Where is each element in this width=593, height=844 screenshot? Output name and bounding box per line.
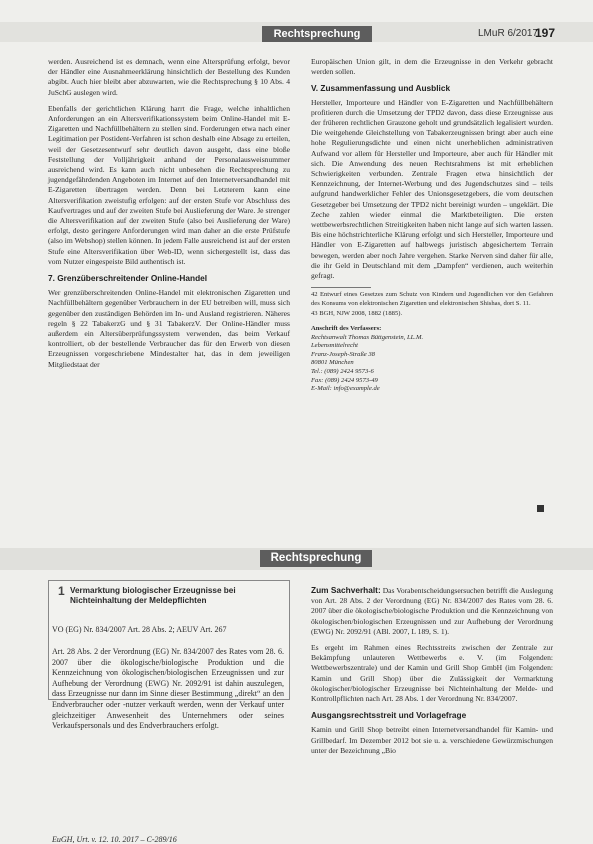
section-heading: V. Zusammenfassung und Ausblick	[311, 83, 451, 94]
paragraph: Wer grenzüberschreitenden Online-Handel mit elektronischen Zigaretten und Nachfüllbehältern gegenüber Verbrauchern in der EU betreiben will, muss sich gegenüber den zuständigen Behörden im In- und Ausland registrieren. Näheres regeln § 22 TabakerzG und § 31 TabakerzV. Der Online-Händler muss außerdem ein Altersüberprüfungssystem verwenden, das beim Verkauf kontrolliert, ob der bestellende Verbraucher das für den Erwerb von diesen Erzeugnissen vorgeschriebene Mindestalter hat, das in dem jeweiligen Mitgliedstaat der	[48, 288, 290, 369]
section-title: Rechtsprechung	[262, 26, 372, 42]
case-title: Vermarktung biologischer Erzeugnisse bei Nichteinhaltung der Meldepflichten	[70, 586, 236, 605]
facts-label: Zum Sachverhalt:	[311, 585, 381, 595]
case-norms: VO (EG) Nr. 834/2007 Art. 28 Abs. 2; AEUV Art. 267	[52, 625, 227, 634]
case-headnote: Art. 28 Abs. 2 der Verordnung (EG) Nr. 834/2007 des Rates vom 28. 6. 2007 über die ökologische/biologische Produktion und die Kennzeichnung von ökologischen/biologischen Erzeugnissen und zur Aufhebung der Verordnung (EWG) Nr. 2092/91 ist dahin auszulegen, dass Erzeugnisse nur dann im Sinne dieser Bestimmung „direkt“ an den Endverbraucher oder -nutzer verkauft werden, wenn der Verkauf unter gleichzeitiger Anwesenheit des Unternehmers oder seines Verkaufspersonals und des Endverbrauchers erfolgt.	[52, 647, 284, 731]
right-column	[311, 57, 553, 394]
address-label: Anschrift des Verfassers:	[311, 325, 382, 333]
section-heading: Ausgangsrechtsstreit und Vorlagefrage	[311, 710, 467, 721]
paragraph: Kamin und Grill Shop betreibt einen Internetversandhandel für Kamin- und Grillbedarf. Im Dezember 2012 bot sie u. a. verschiedene Gewürzmischungen unter der Bezeichnung „Bio	[311, 725, 553, 755]
author-address	[311, 334, 553, 394]
paragraph: Es ergeht im Rahmen eines Rechtsstreits zwischen der Zentrale zur Bekämpfung unlauteren Wettbewerbs e. V. (im Folgenden: Wettbewerbszentrale) und der Kamin und Grill Shop GmbH (im Folgenden: Kamin und Grill Shop) über die Zulässigkeit der Vermarktung ökologischer/biologischer Erzeugnisse bei Nichteinhaltung der Melde- und Kontrollpflichten nach Art. 28 Abs. 1 der Verordnung Nr. 834/2007.	[311, 643, 553, 704]
address-line: Tel.: (089) 2424 9573-6	[311, 368, 374, 376]
page-number: 197	[535, 26, 556, 40]
footnote: 43 BGH, NJW 2008, 1882 (1885).	[311, 310, 403, 318]
footnote: 42 Entwurf eines Gesetzes zum Schutz von Kindern und Jugendlichen vor den Gefahren des Konsums von elektronischen Zigaretten und elektronischen Shishas, dort S. 11.	[311, 291, 553, 307]
address-line: E-Mail: info@example.de	[311, 385, 380, 393]
case-number: 1	[58, 584, 65, 598]
paragraph: Ebenfalls der gerichtlichen Klärung harrt die Frage, welche inhaltlichen Anforderungen an ein Altersverifikationssystem beim Online-Handel mit E-Zigaretten und Nachfüllbehältern zu stellen sind. Forderungen etwa nach einer Legitimation per Postident-Verfahren ist schon deshalb eine Absage zu erteilen, weil der Gesetzesentwurf sehr deutlich davon ausgeht, dass eine bloße Feststellung der Volljährigkeit anhand der Personalausweisnummer ausreichend wird. Es kann auch nicht unbesehen die Rechtsprechung zu jugendgefährdenden Angeboten im Internet auf den Internetversandhandel mit E-Zigaretten übertragen werden. Denn bei Letzterem kann eine Altersverifikation zweistufig erfolgen: auf der ersten Stufe vor Abschluss des Kaufvertrages und auf der zweiten Stufe bei Auslieferung der Ware. Je strenger die Altersverifikation auf der zweiten Stufe (also bei Auslieferung der Ware) erfolgt, desto geringere Anforderungen wird man daher an die erste Prüfstufe (also im Webshop) stellen können. In jedem Falle ausreichend ist auf der ersten Stufe eine Altersverifikation über Web-ID, wenn sichergestellt ist, dass das vom Nutzer eingespeiste Bild authentisch ist.	[48, 103, 290, 266]
section-band-title: Rechtsprechung	[260, 550, 372, 567]
footnote-rule	[311, 287, 371, 288]
case-citation: EuGH, Urt. v. 12. 10. 2017 – C-289/16	[52, 835, 177, 844]
address-line: Rechtsanwalt Thomas Büttgenstein, LL.M.	[311, 333, 424, 341]
address-line: Fax: (089) 2424 9573-49	[311, 376, 378, 384]
left-column	[48, 57, 290, 376]
paragraph: werden. Ausreichend ist es demnach, wenn eine Altersprüfung erfolgt, bevor der Händler eine Ausnahmeerklärung hinsichtlich der Bestellung des Kunden abgibt. Auch hier bleibt aber abzuwarten, wie die Rechtsprechung § 10 Abs. 4 JuSchG auslegen wird.	[48, 57, 290, 97]
address-line: Franz-Joseph-Straße 38	[311, 350, 375, 358]
paragraph: Das Vorabentscheidungsersuchen betrifft die Auslegung von Art. 28 Abs. 2 der Verordnung (EG) Nr. 834/2007 des Rates vom 28. 6. 2007 über die ökologische/biologische Produktion und die Kennzeichnung von ökologischen/biologischen Erzeugnissen und zur Aufhebung der Verordnung (EWG) Nr. 2092/91 (ABl. 2007, L 189, S. 1).	[311, 586, 553, 636]
facts-column	[311, 585, 553, 762]
address-line: 80801 München	[311, 359, 354, 367]
section-heading: 7. Grenzüberschreitender Online-Handel	[48, 273, 208, 284]
address-line: Lebensmittelrecht	[311, 342, 358, 350]
paragraph: Hersteller, Importeure und Händler von E-Zigaretten und Nachfüllbehältern profitieren durch die Umsetzung der TPD2 davon, dass diese Erzeugnisse aus der früheren rechtlichen Grauzone geholt und grundsätzlich legalisiert wurden. Die weitgehende Gleichstellung von Tabakerzeugnissen bringt aber auch eine hohe Regulierungsdichte und einen nicht unerheblichen administrativen Aufwand vor allem für Hersteller und Importeure, aber auch für Händler mit sich. Die Anwendung des neuen Rechtsrahmens ist mit erheblichen Schwierigkeiten verbunden. Zentrale Fragen etwa hinsichtlich der Kennzeichnung, der Internet-Werbung und des Jugendschutzes sind – teils aufgrund handwerklicher Fehler des Unionsgesetzgebers, die vom deutschen Gesetzgeber bei Umsetzung der TPD2 nicht bereinigt wurden – ungeklärt. Die Zeche zahlen wieder einmal die Marktbeteiligten. Die ersten wettbewerbsrechtlichen Streitigkeiten haben nicht lange auf sich warten lassen. Bis eine höchstrichterliche Klärung erfolgt und sich Hersteller, Importeure und Händler von E-Zigaretten auf halbwegs juristisch abgesichertem Terrain bewegen, werden aber noch Jahre vergehen. Starke Nerven sind daher für alle, die ihr Geld in Deutschland mit dem „Dampfen“ verdienen, auch weiterhin gefragt.	[311, 97, 553, 281]
paragraph: Europäischen Union gilt, in dem die Erzeugnisse in den Verkehr gebracht werden sollen.	[311, 57, 553, 77]
journal-issue: LMuR 6/2017	[478, 28, 539, 39]
end-marker	[537, 505, 544, 512]
